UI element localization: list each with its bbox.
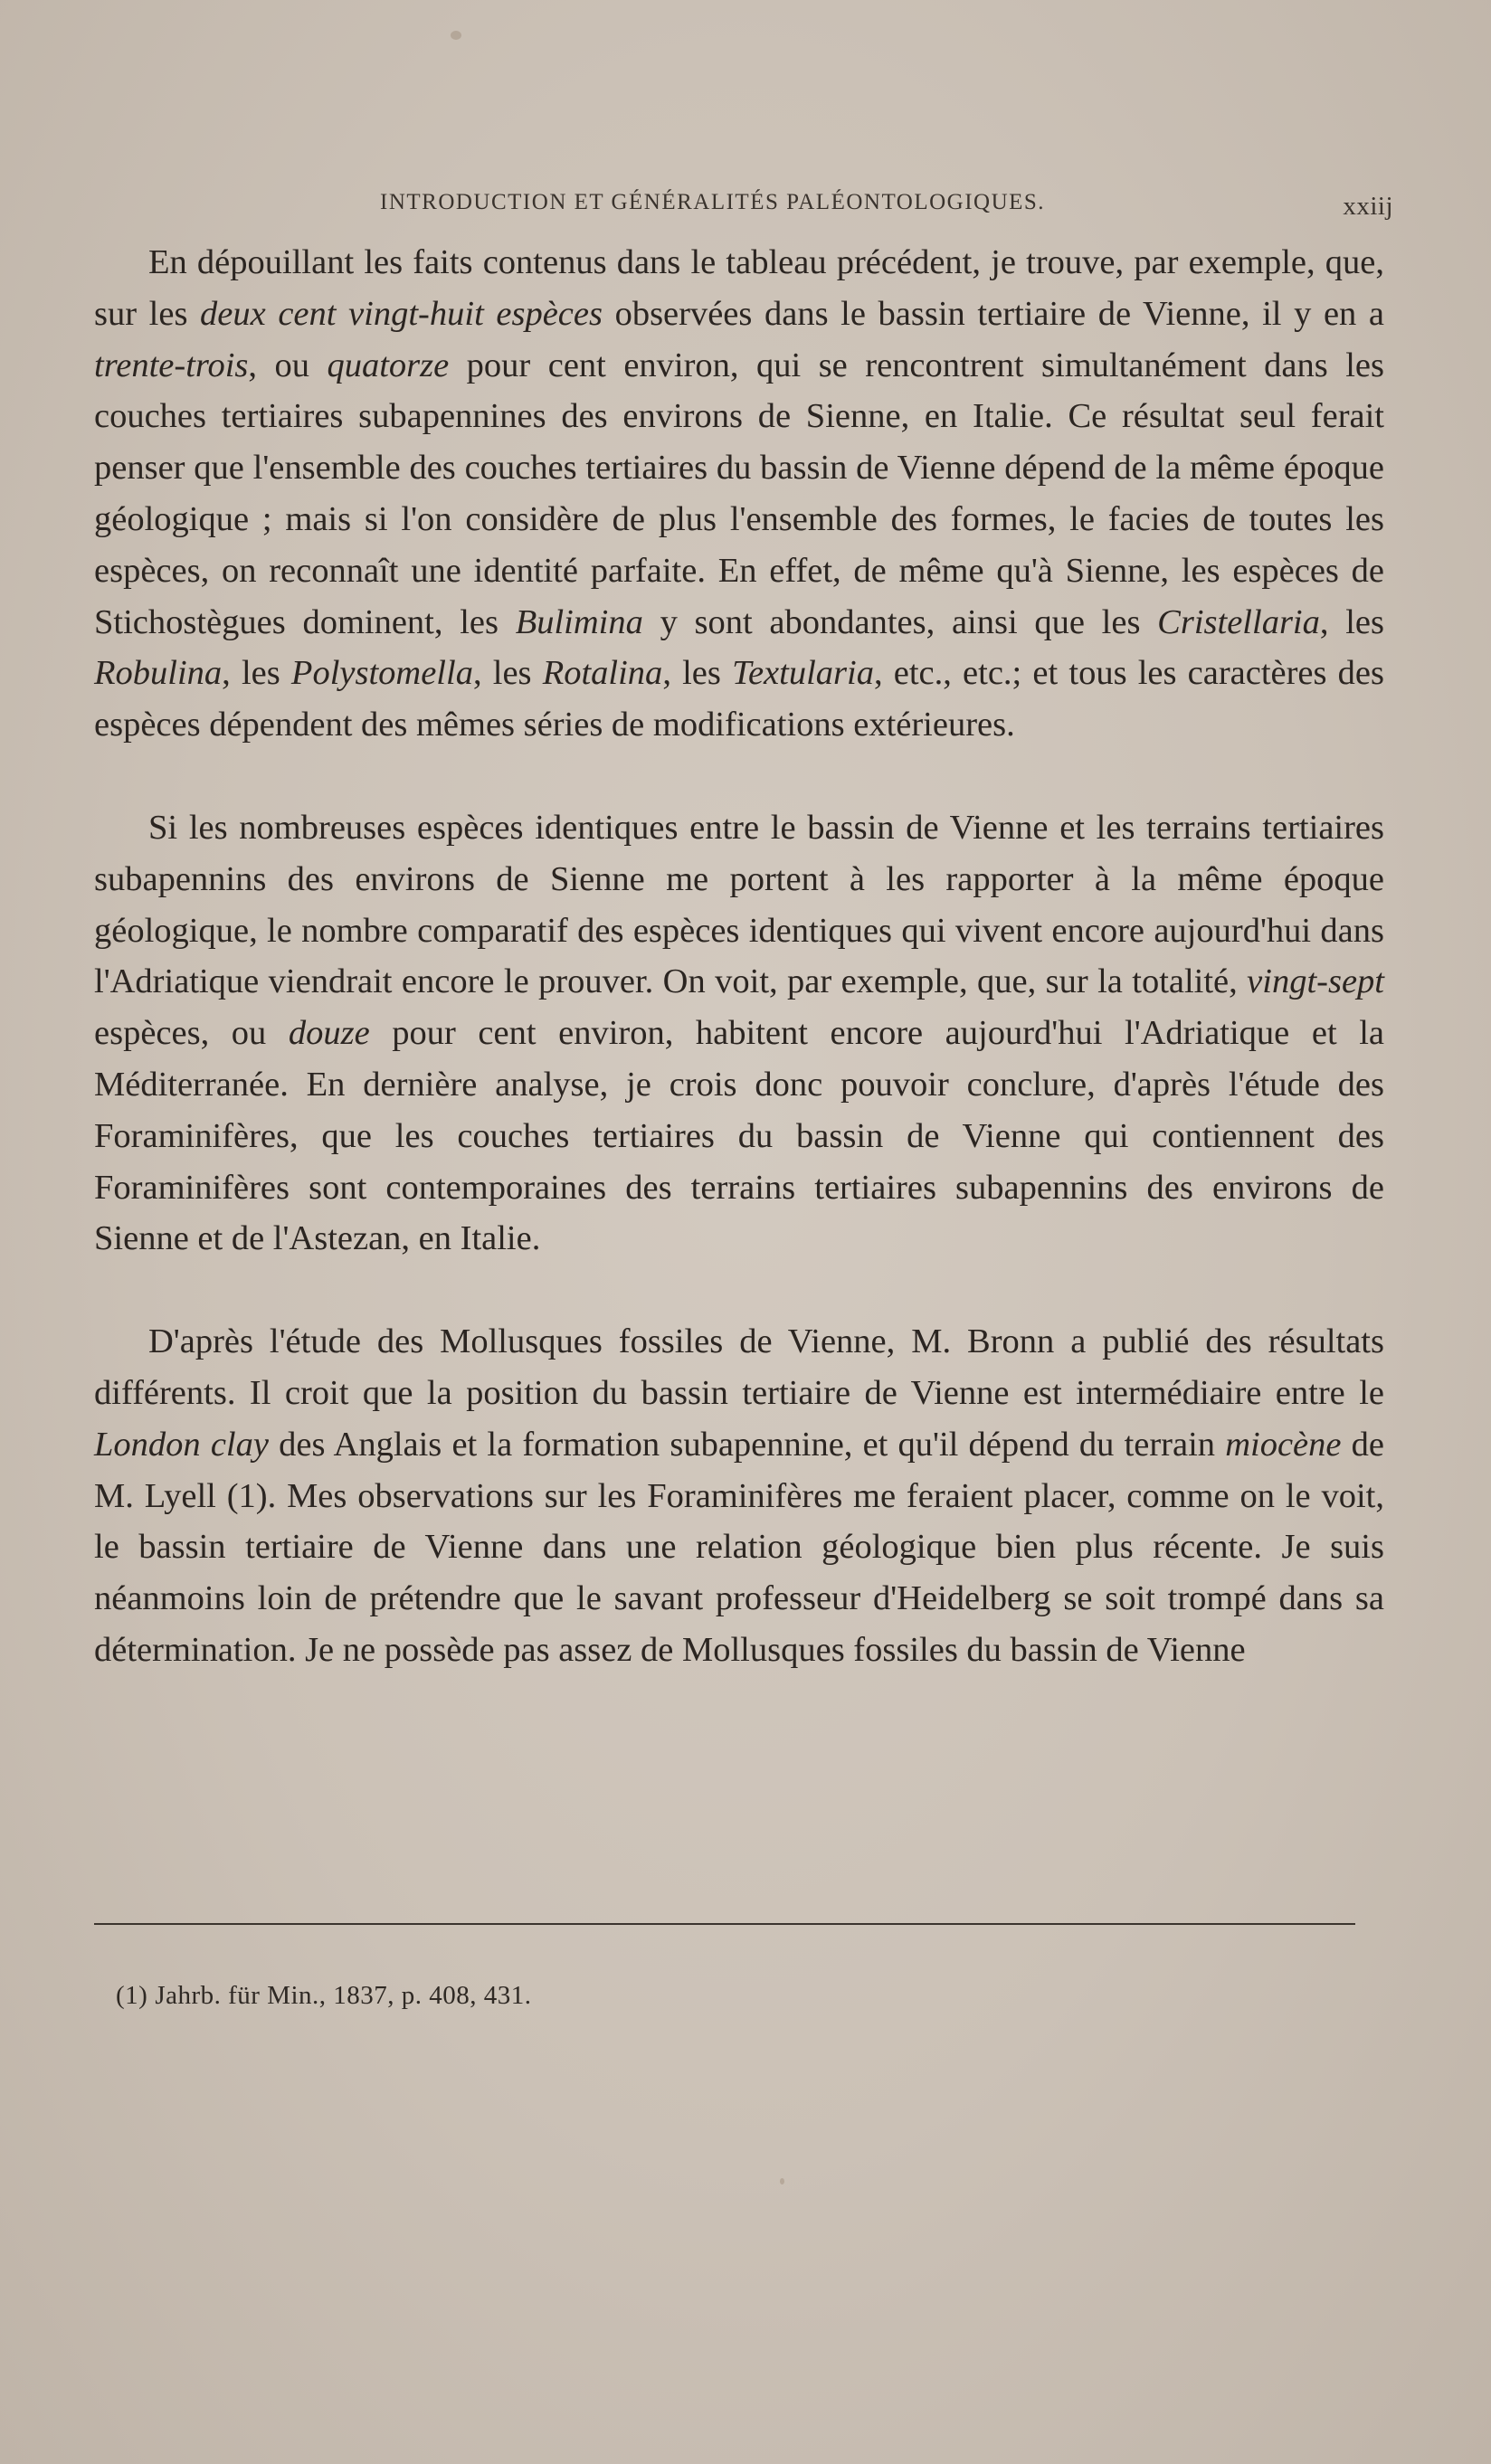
italic-term: Rotalina (542, 654, 663, 693)
paragraph (94, 802, 1384, 1265)
paper-stain (780, 2178, 784, 2184)
italic-term: Cristellaria (1157, 602, 1320, 641)
footnote-text: Jahrb. für Min., 1837, p. 408, 431. (155, 1981, 532, 2010)
text-run: , les (1319, 602, 1384, 641)
italic-term: miocène (1225, 1425, 1342, 1464)
text-run: , les (662, 654, 733, 693)
text-run: pour cent environ, habitent encore aujourd'hui l'Adriatique et la Méditerranée. En dernière analyse, je crois donc pouvoir conclure, d'après l'étude des Foraminifères, que les couches tertiaires du bassin de Vienne qui contiennent des Foraminifères sont contemporaines des terrains tertiaires subapennins des environs de Sienne et de l'Astezan, en Italie. (94, 1014, 1384, 1258)
paragraph (94, 1316, 1384, 1676)
italic-term: douze (288, 1014, 370, 1053)
text-run: D'après l'étude des Mollusques fossiles de Vienne, M. Bronn a publié des résultats différents. Il croit que la position du bassin tertiaire de Vienne est intermédiaire entre le (94, 1322, 1384, 1412)
italic-term: quatorze (327, 346, 450, 384)
footnote-mark: (1) (116, 1981, 148, 2010)
text-run: , ou (248, 346, 328, 384)
text-run: observées dans le bassin tertiaire de Vienne, il y en a (602, 294, 1384, 333)
text-run: , etc., etc.; et tous les caractères des espèces dépendent des mêmes séries de modifications extérieures. (94, 654, 1384, 744)
italic-term: Robulina (94, 654, 223, 693)
italic-term: vingt-sept (1247, 962, 1384, 1001)
text-run: espèces, ou (94, 1014, 289, 1053)
paragraph (94, 237, 1384, 751)
text-run: y sont abondantes, ainsi que les (642, 602, 1158, 641)
text-run: de M. Lyell (1). Mes observations sur les Foraminifères me feraient placer, comme on le voit, le bassin tertiaire de Vienne dans une relation géologique bien plus récente. Je suis néanmoins loin de prétendre que le savant professeur d'Heidelberg se soit trompé dans sa détermination. Je ne possède pas assez de Mollusques fossiles du bassin de Vienne (94, 1425, 1384, 1669)
footnote-rule (94, 1923, 1355, 1925)
italic-term: Polystomella (290, 654, 473, 693)
text-run: pour cent environ, qui se rencontrent simultanément dans les couches tertiaires subapennines des environs de Sienne, en Italie. Ce résultat seul ferait penser que l'ensemble des couches tertiaires du bassin de Vienne dépend de la même époque géologique ; mais si l'on considère de plus l'ensemble des formes, le facies de toutes les espèces, on reconnaît une identité parfaite. En effet, de même qu'à Sienne, les espèces de Stichostègues dominent, les (94, 346, 1384, 641)
italic-term: deux cent vingt-huit espèces (200, 294, 603, 333)
text-run: , les (222, 654, 291, 693)
italic-term: trente-trois (94, 346, 249, 384)
italic-term: Bulimina (515, 602, 643, 641)
page-number: xxiij (1343, 192, 1393, 221)
body-text (94, 237, 1384, 1676)
text-run: Si les nombreuses espèces identiques entre le bassin de Vienne et les terrains tertiaires subapennins des environs de Sienne me portent à les rapporter à la même époque géologique, le nombre comparatif des espèces identiques qui vivent encore aujourd'hui dans l'Adriatique viendrait encore le prouver. On voit, par exemple, que, sur la totalité, (94, 808, 1384, 1001)
text-run: , les (472, 654, 543, 693)
text-run: des Anglais et la formation subapennine, et qu'il dépend du terrain (268, 1425, 1226, 1464)
footnote (116, 1981, 539, 2011)
paper-stain (451, 31, 461, 40)
italic-term: Textularia (732, 654, 874, 693)
italic-term: London clay (94, 1425, 269, 1464)
text-run: En dépouillant les faits contenus dans le tableau précédent, je trouve, par exemple, que, sur les (94, 243, 1384, 333)
running-head-title: INTRODUCTION ET GÉNÉRALITÉS PALÉONTOLOGIQUES. (380, 190, 1046, 214)
